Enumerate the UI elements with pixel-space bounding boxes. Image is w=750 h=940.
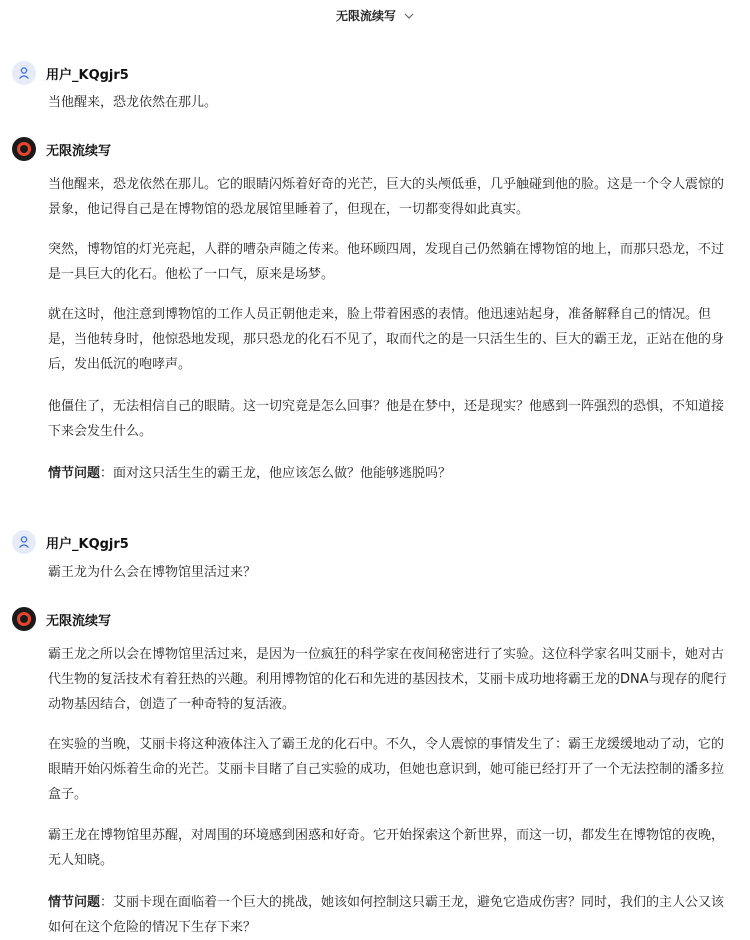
plot-question-text: ：艾丽卡现在面临着一个巨大的挑战，她该如何控制这只霸王龙，避免它造成伤害？同时，我们的主人公又该如何在这个危险的情况下生存下来？ [48, 895, 725, 935]
conversation-title: 无限流续写 [335, 8, 396, 23]
user-message-text: 当他醒来，恐龙依然在那儿。 [48, 95, 218, 110]
bot-paragraph: 在实验的当晚，艾丽卡将这种液体注入了霸王龙的化石中。不久，令人震惊的事情发生了：霸王龙缓缓地动了动，它的眼睛开始闪烁着生命的光芒。艾丽卡目睹了自己实验的成功，但她也意识到，她可能已经打开了一个无法控制的潘多拉盒子。 [48, 737, 725, 802]
bot-name: 无限流续写 [46, 613, 112, 629]
user-message-header [12, 530, 129, 554]
bot-logo-icon [12, 607, 36, 631]
plot-question-label: 情节问题 [48, 466, 101, 481]
bot-name: 无限流续写 [46, 143, 112, 159]
plot-question-text: ：面对这只活生生的霸王龙，他应该怎么做？他能够逃脱吗？ [100, 466, 452, 481]
bot-paragraph: 霸王龙之所以会在博物馆里活过来，是因为一位疯狂的科学家在夜间秘密进行了实验。这位科学家名叫艾丽卡，她对古代生物的复活技术有着狂热的兴趣。利用博物馆的化石和先进的基因技术，艾丽卡成功地将霸王龙的DNA与现存的爬行动物基因结合，创造了一种奇特的复活液。 [48, 647, 727, 712]
bot-paragraph: 突然，博物馆的灯光亮起，人群的嘈杂声随之传来。他环顾四周，发现自己仍然躺在博物馆的地上，而那只恐龙，不过是一具巨大的化石。他松了一口气，原来是场梦。 [48, 242, 725, 282]
user-name: 用户_KQgjr5 [46, 67, 129, 83]
chevron-down-icon[interactable] [404, 9, 414, 22]
user-message-text: 霸王龙为什么会在博物馆里活过来？ [48, 565, 257, 580]
user-name: 用户_KQgjr5 [46, 536, 129, 552]
user-avatar [12, 61, 36, 85]
bot-message-header [12, 607, 111, 631]
bot-logo-icon [12, 137, 36, 161]
user-avatar [12, 530, 36, 554]
bot-avatar [12, 607, 36, 631]
bot-paragraph: 当他醒来，恐龙依然在那儿。它的眼睛闪烁着好奇的光芒，巨大的头颅低垂，几乎触碰到他的脸。这是一个令人震惊的景象，他记得自己是在博物馆的恐龙展馆里睡着了，但现在，一切都变得如此真实。 [48, 177, 725, 217]
bot-message-header [12, 137, 111, 161]
user-message-header [12, 61, 129, 85]
plot-question-label: 情节问题 [48, 895, 101, 910]
bot-paragraph: 霸王龙在博物馆里苏醒，对周围的环境感到困惑和好奇。它开始探索这个新世界，而这一切，都发生在博物馆的夜晚，无人知晓。 [48, 828, 725, 868]
plot-question [48, 461, 732, 486]
bot-avatar [12, 137, 36, 161]
user-icon [17, 66, 31, 80]
user-icon [17, 535, 31, 549]
bot-paragraph: 他僵住了，无法相信自己的眼睛。这一切究竟是怎么回事？他是在梦中，还是现实？他感到一阵强烈的恐惧，不知道接下来会发生什么。 [48, 399, 725, 439]
plot-question [48, 890, 732, 940]
bot-paragraph: 就在这时，他注意到博物馆的工作人员正朝他走来，脸上带着困惑的表情。他迅速站起身，准备解释自己的情况。但是，当他转身时，他惊恐地发现，那只恐龙的化石不见了，取而代之的是一只活生生的、巨大的霸王龙，正站在他的身后，发出低沉的咆哮声。 [48, 307, 725, 372]
conversation-header[interactable] [0, 0, 750, 26]
